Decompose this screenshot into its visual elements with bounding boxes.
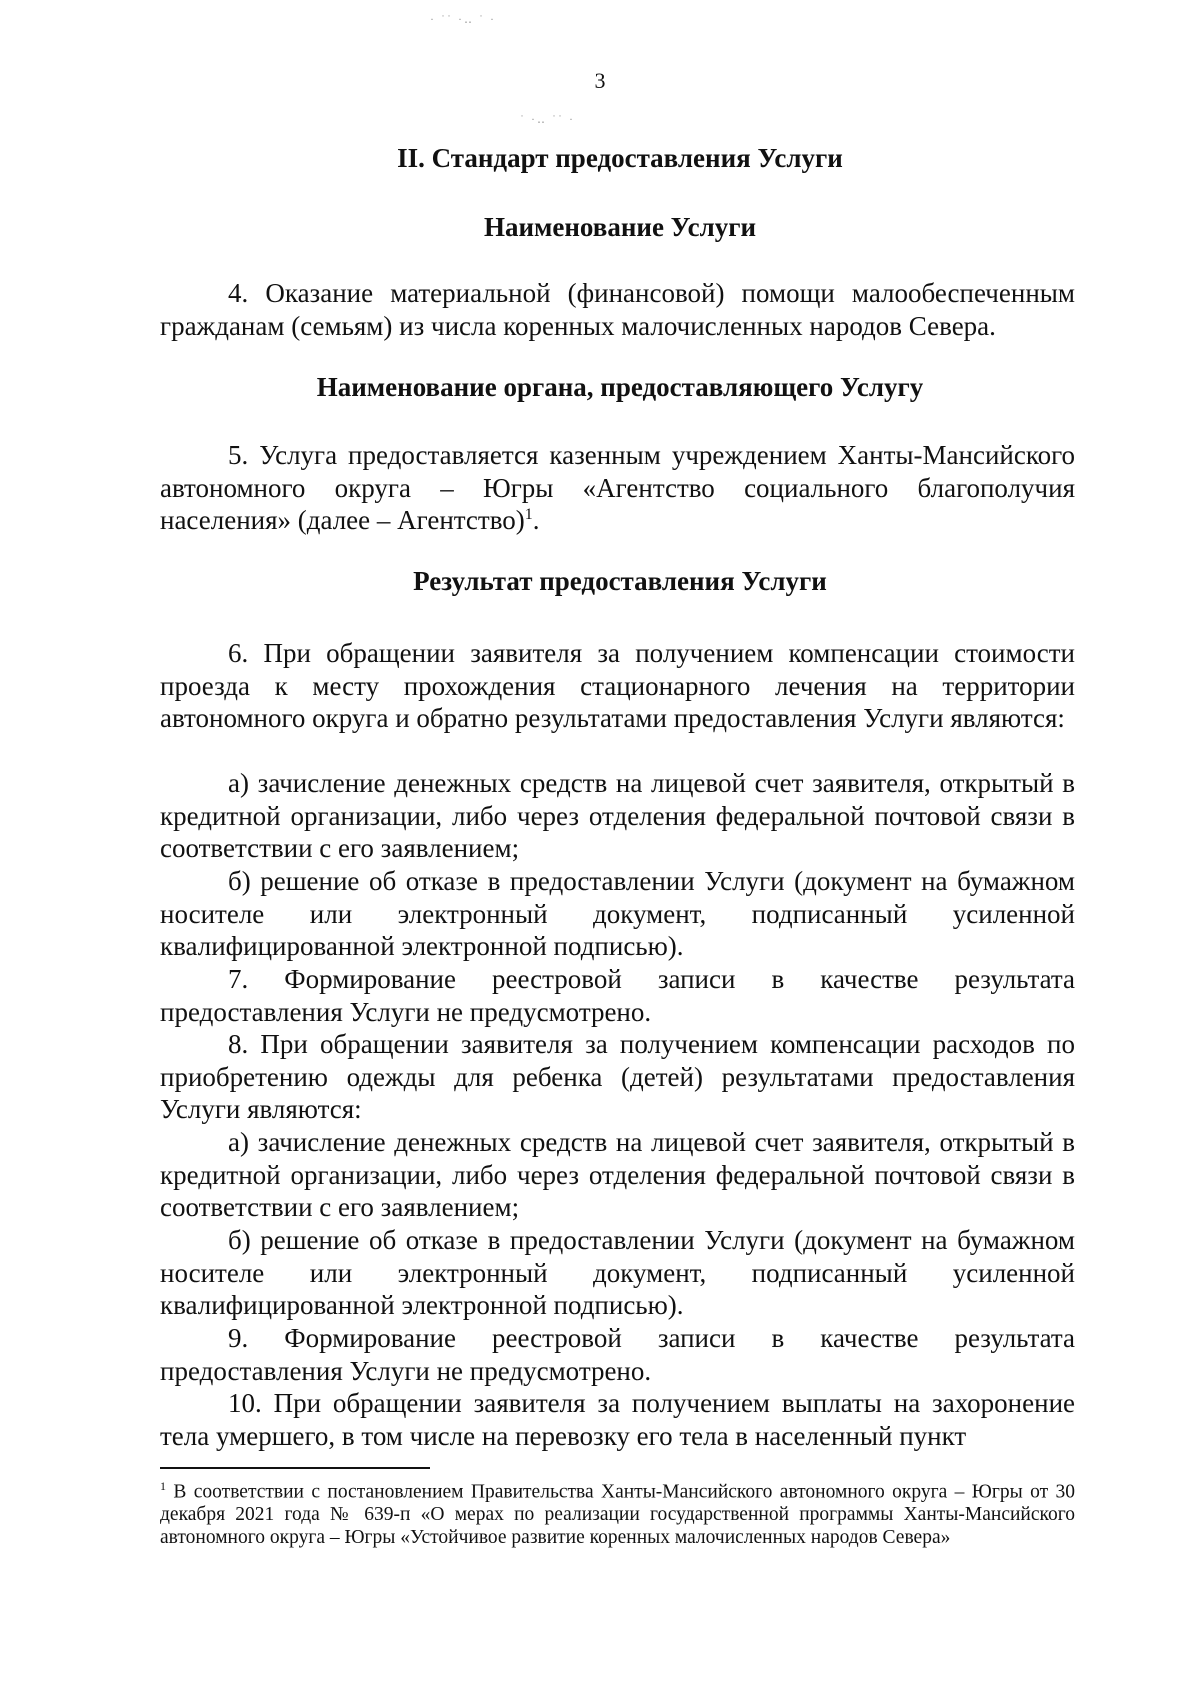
- paragraph-8a: а) зачисление денежных средств на лицевой счет заявителя, открытый в кредитной организации, либо через отделения федеральной почтовой связи в соответствии с его заявлением;: [160, 1127, 1075, 1223]
- footnote-separator: [160, 1467, 430, 1469]
- scan-noise: ˙ ·‥ ˙˙ ·: [520, 112, 575, 126]
- paragraph-5-text: 5. Услуга предоставляется казенным учреждением Ханты-Мансийского автономного округа – Югры «Агентство социального благополучия населения» (далее – Агентство): [160, 440, 1075, 536]
- paragraph-6a: а) зачисление денежных средств на лицевой счет заявителя, открытый в кредитной организации, либо через отделения федеральной почтовой связи в соответствии с его заявлением;: [160, 768, 1075, 864]
- result-heading: Результат предоставления Услуги: [413, 566, 827, 596]
- paragraph-5-end: .: [532, 505, 540, 536]
- paragraph-10: 10. При обращении заявителя за получением выплаты на захоронение тела умершего, в том числе на перевозку его тела в населенный пункт: [160, 1388, 1075, 1451]
- footnote-marker: 1: [160, 1479, 166, 1493]
- paragraph-8: 8. При обращении заявителя за получением компенсации расходов по приобретению одежды для ребенка (детей) результатами предоставления Услуги являются:: [160, 1029, 1075, 1125]
- footnote: [160, 1475, 1075, 1549]
- paragraph-5: [160, 439, 1075, 537]
- paragraph-9: 9. Формирование реестровой записи в качестве результата предоставления Услуги не предусмотрено.: [160, 1323, 1075, 1386]
- paragraph-8b: б) решение об отказе в предоставлении Услуги (документ на бумажном носителе или электронный документ, подписанный усиленной квалифицированной электронной подписью).: [160, 1225, 1075, 1321]
- paragraph-4: 4. Оказание материальной (финансовой) помощи малообеспеченным гражданам (семьям) из числа коренных малочисленных народов Севера.: [160, 278, 1075, 341]
- footnote-text: В соответствии с постановлением Правительства Ханты-Мансийского автономного округа – Югры от 30 декабря 2021 года № 639-п «О мерах по реализации государственной программы Ханты-Мансийского автономного округа – Югры «Устойчивое развитие коренных малочисленных народов Севера»: [160, 1481, 1075, 1548]
- scan-noise: · ˙˙ ·‥ ˙ ·: [430, 12, 496, 26]
- paragraph-6: 6. При обращении заявителя за получением компенсации стоимости проезда к месту прохождения стационарного лечения на территории автономного округа и обратно результатами предоставления Услуги являются:: [160, 638, 1075, 734]
- agency-heading: Наименование органа, предоставляющего Услугу: [316, 372, 924, 402]
- section-heading: II. Стандарт предоставления Услуги: [397, 143, 843, 173]
- page-number: 3: [594, 68, 606, 93]
- paragraph-7: 7. Формирование реестровой записи в качестве результата предоставления Услуги не предусмотрено.: [160, 964, 1075, 1027]
- service-name-heading: Наименование Услуги: [483, 212, 757, 242]
- paragraph-6b: б) решение об отказе в предоставлении Услуги (документ на бумажном носителе или электронный документ, подписанный усиленной квалифицированной электронной подписью).: [160, 866, 1075, 962]
- footnote-reference: 1: [524, 506, 533, 524]
